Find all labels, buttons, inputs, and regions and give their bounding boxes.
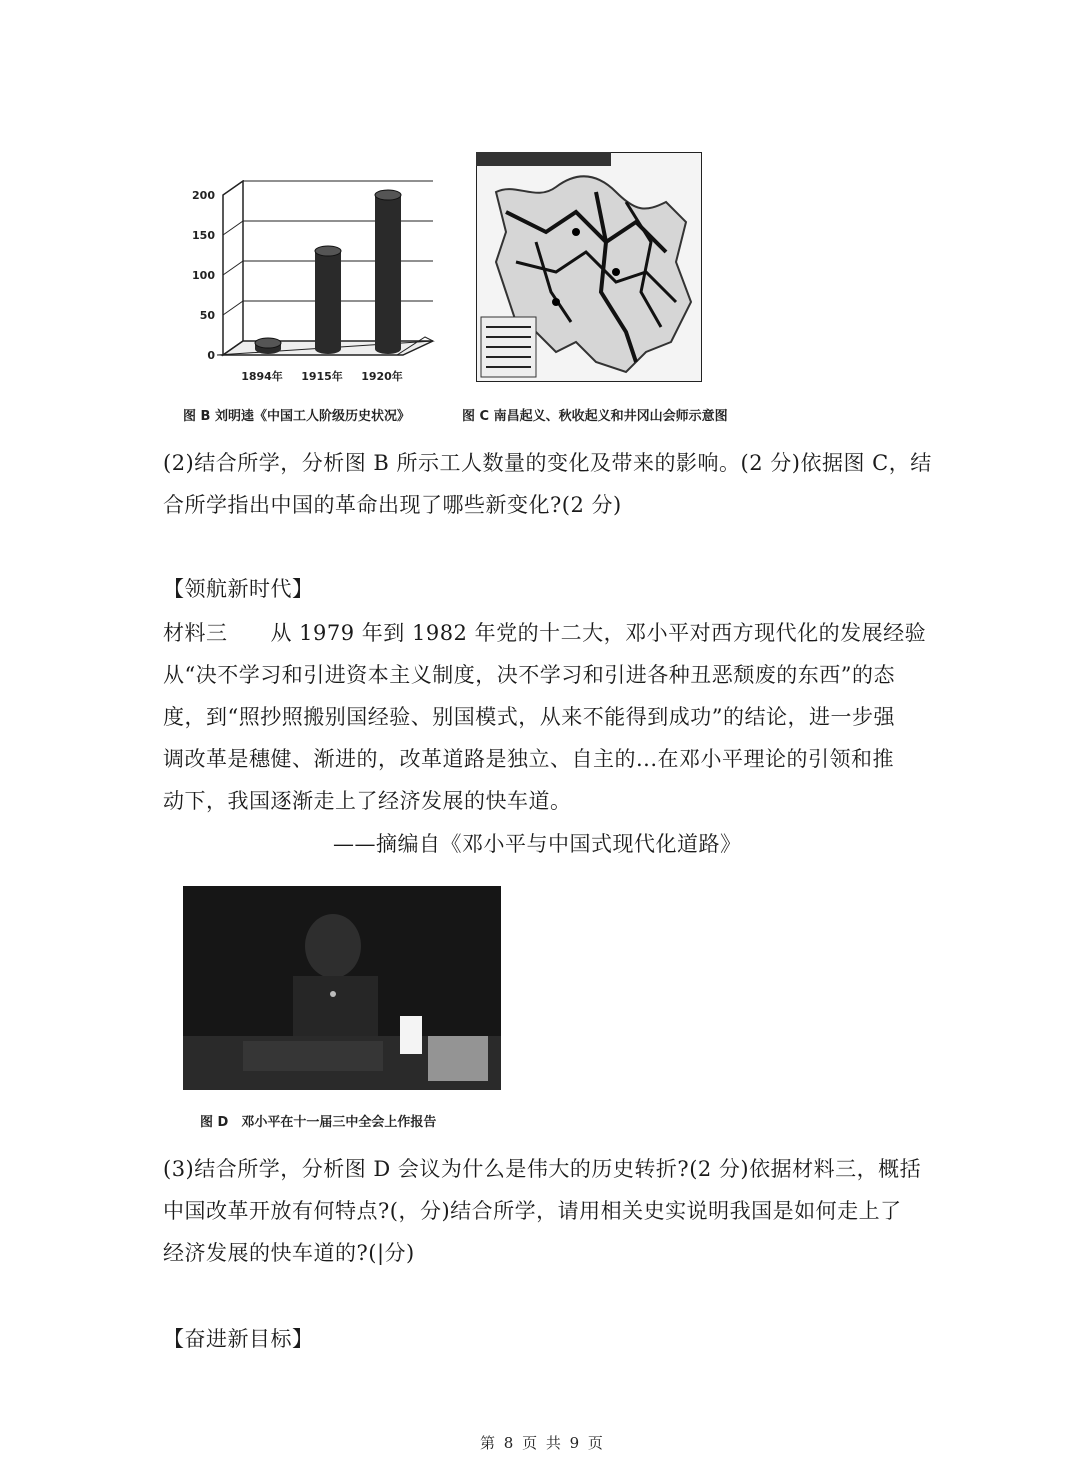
material-3-line: 度，到“照抄照搬别国经验、别国模式，从来不能得到成功”的结论，进一步强 [163, 705, 895, 729]
chart-x-tick-label: 1920年 [361, 370, 403, 383]
figure-c-caption: 图 C 南昌起义、秋收起义和井冈山会师示意图 [462, 409, 728, 424]
figure-b [175, 180, 435, 395]
question-3-line: 经济发展的快车道的?(|分) [163, 1241, 415, 1265]
question-2 [163, 442, 932, 526]
chart-y-tick-label: 200 [192, 189, 215, 202]
section-heading-new-era: 【领航新时代】 [163, 577, 314, 601]
figure-c-map [476, 152, 702, 382]
chart-bar [375, 190, 401, 354]
question-3 [163, 1148, 921, 1274]
chart-y-tick-label: 50 [199, 309, 215, 322]
figure-b-caption: 图 B 刘明逵《中国工人阶级历史状况》 [183, 409, 410, 424]
figure-d-photo [183, 886, 501, 1090]
material-3 [163, 612, 926, 822]
material-3-line: 从“决不学习和引进资本主义制度，决不学习和引进各种丑恶颓废的东西”的态 [163, 663, 895, 687]
chart-y-tick-label: 150 [192, 229, 215, 242]
material-3-line: 动下，我国逐渐走上了经济发展的快车道。 [163, 789, 572, 813]
chart-x-tick-label: 1894年 [241, 370, 283, 383]
map-illustration [476, 152, 702, 382]
material-3-line: 调改革是穗健、渐进的，改革道路是独立、自主的...在邓小平理论的引领和推 [163, 747, 895, 771]
figure-b-chart [175, 180, 435, 395]
question-3-line: 中国改革开放有何特点?(，分)结合所学，请用相关史实说明我国是如何走上了 [163, 1199, 902, 1223]
section-heading-new-goal: 【奋进新目标】 [163, 1327, 314, 1351]
chart-bar [255, 338, 281, 354]
figure-d-caption: 图 D 邓小平在十一届三中全会上作报告 [200, 1115, 437, 1130]
material-3-line: 材料三 从 1979 年到 1982 年党的十二大，邓小平对西方现代化的发展经验 [163, 621, 927, 645]
chart-y-tick-label: 100 [192, 269, 215, 282]
question-2-line: (2)结合所学，分析图 B 所示工人数量的变化及带来的影响。(2 分)依据图 C，结 [163, 451, 932, 475]
chart-y-tick-label: 0 [207, 349, 215, 362]
page-number: 第 8 页 共 9 页 [480, 1434, 605, 1452]
chart-x-tick-label: 1915年 [301, 370, 343, 383]
question-2-line: 合所学指出中国的革命出现了哪些新变化?(2 分) [163, 493, 622, 517]
material-3-source: ——摘编自《邓小平与中国式现代化道路》 [333, 832, 742, 856]
question-3-line: (3)结合所学，分析图 D 会议为什么是伟大的历史转折?(2 分)依据材料三，概括 [163, 1157, 922, 1181]
chart-bar [315, 246, 341, 354]
